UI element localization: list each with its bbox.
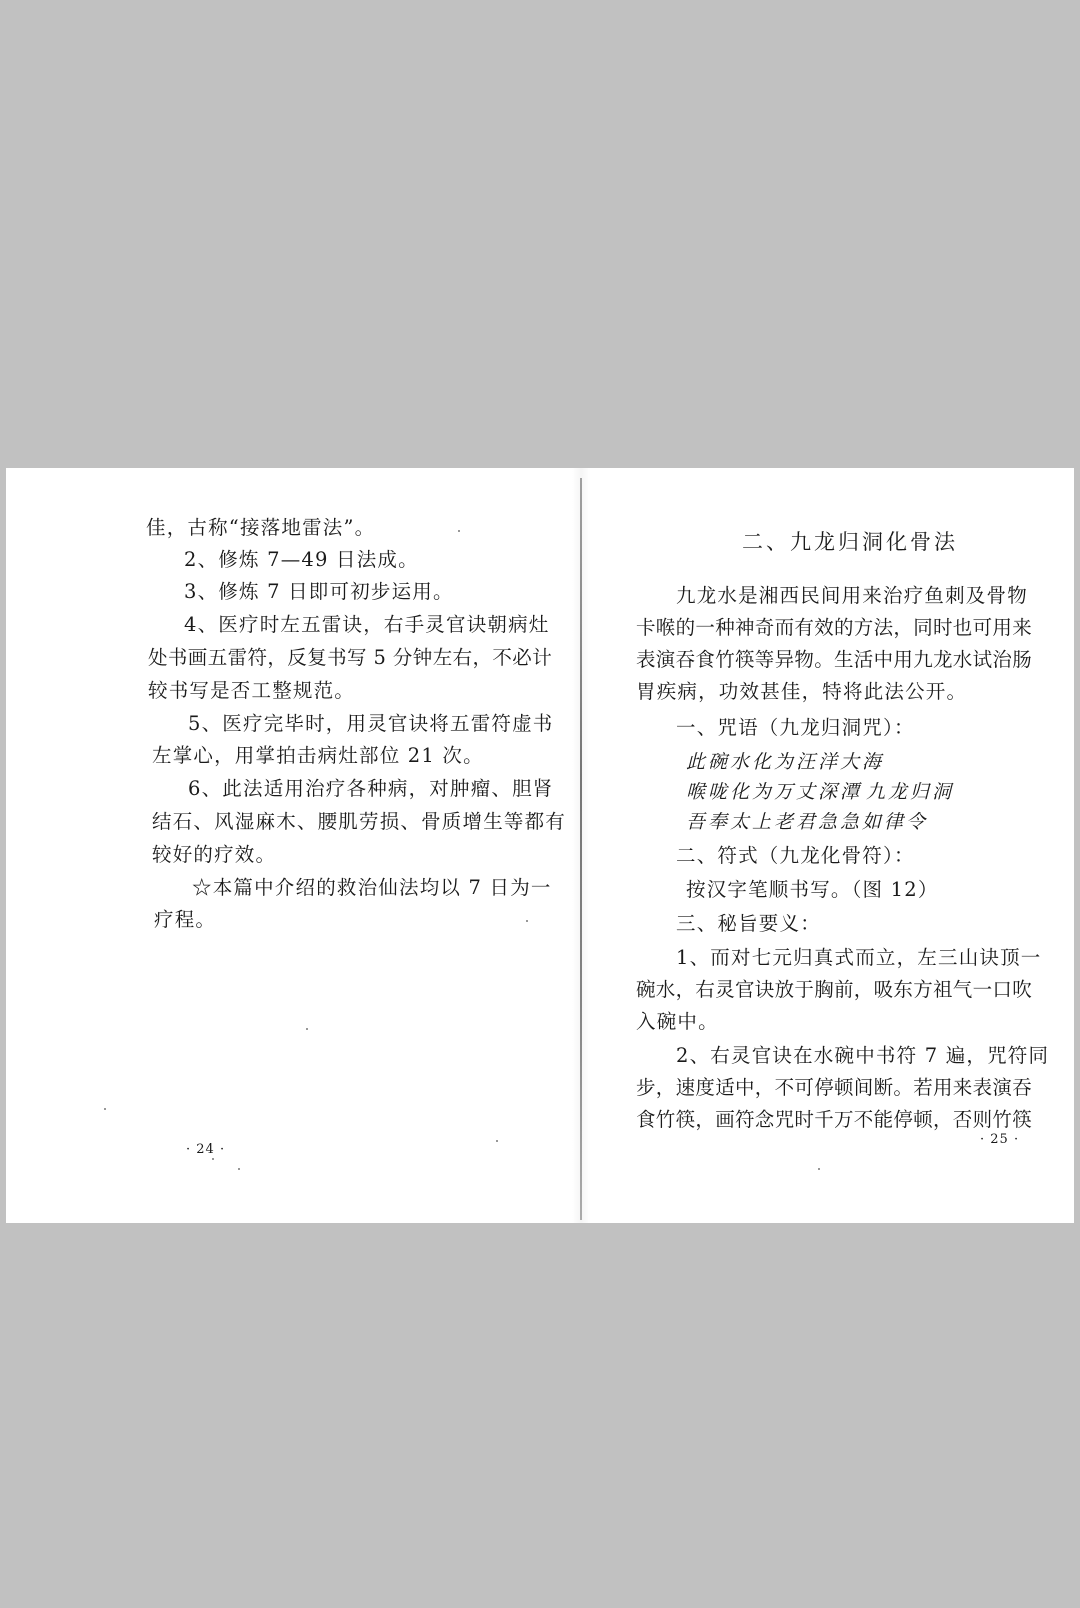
book-spine bbox=[580, 478, 582, 1220]
right-line-11: 入碗中。 bbox=[636, 1010, 719, 1033]
scan-speck bbox=[306, 1028, 308, 1030]
scan-speck bbox=[238, 1168, 240, 1170]
right-line-14: 食竹筷，画符念咒时千万不能停顿，否则竹筷 bbox=[636, 1108, 1033, 1131]
incantation-heading: 一、咒语（九龙归洞咒）： bbox=[676, 716, 915, 739]
scan-speck bbox=[104, 1108, 106, 1110]
right-line-4: 胃疾病，功效甚佳，特将此法公开。 bbox=[636, 680, 968, 703]
incantation-line-2: 喉咙化为万丈深潭 bbox=[686, 781, 863, 803]
right-page-number: · 25 · bbox=[980, 1132, 1020, 1147]
section-heading: 二、九龙归洞化骨法 bbox=[742, 530, 958, 554]
right-line-3: 表演吞食竹筷等异物。生活中用九龙水试治肠 bbox=[636, 648, 1033, 671]
right-line-9: 1、而对七元归真式而立，左三山诀顶一 bbox=[676, 946, 1042, 969]
left-line-10: 结石、风湿麻木、腰肌劳损、骨质增生等都有 bbox=[152, 810, 567, 833]
talisman-heading: 二、符式（九龙化骨符）： bbox=[676, 844, 915, 867]
talisman-instruction: 按汉字笔顺书写。（图 12） bbox=[686, 878, 939, 901]
left-line-1: 佳，古称“接落地雷法”。 bbox=[146, 516, 376, 539]
left-line-2: 2、修炼 7—49 日法成。 bbox=[184, 548, 419, 571]
incantation-line-1: 此碗水化为汪洋大海 bbox=[686, 751, 885, 773]
left-line-11: 较好的疗效。 bbox=[152, 843, 277, 866]
incantation-line-4: 吾奉太上老君急急如律令 bbox=[686, 811, 929, 833]
scan-speck bbox=[496, 1140, 498, 1142]
scan-speck bbox=[212, 1158, 214, 1160]
scan-speck bbox=[458, 530, 460, 532]
right-line-13: 步，速度适中，不可停顿间断。若用来表演吞 bbox=[636, 1076, 1033, 1099]
left-line-5: 处书画五雷符，反复书写 5 分钟左右，不必计 bbox=[148, 646, 553, 669]
left-line-8: 左掌心，用掌拍击病灶部位 21 次。 bbox=[152, 744, 484, 767]
right-line-1: 九龙水是湘西民间用来治疗鱼刺及骨物 bbox=[676, 584, 1028, 607]
left-page-number: · 24 · bbox=[186, 1142, 226, 1157]
scan-speck bbox=[526, 920, 528, 922]
left-line-4: 4、医疗时左五雷诀，右手灵官诀朝病灶 bbox=[184, 613, 550, 636]
left-line-9: 6、此法适用治疗各种病，对肿瘤、胆肾 bbox=[188, 777, 554, 800]
scanned-book-spread bbox=[6, 468, 1074, 1223]
left-line-13: 疗程。 bbox=[154, 908, 217, 931]
left-line-12: ☆本篇中介绍的救治仙法均以 7 日为一 bbox=[192, 876, 552, 899]
left-line-6: 较书写是否工整规范。 bbox=[148, 679, 356, 702]
left-line-7: 5、医疗完毕时，用灵官诀将五雷符虚书 bbox=[188, 712, 554, 735]
right-line-10: 碗水，右灵官诀放于胸前，吸东方祖气一口吹 bbox=[636, 978, 1033, 1001]
left-page bbox=[140, 468, 567, 1223]
left-line-3: 3、修炼 7 日即可初步运用。 bbox=[184, 580, 454, 603]
incantation-line-3: 九龙归洞 bbox=[866, 781, 955, 803]
right-page bbox=[636, 468, 1050, 1223]
scan-speck bbox=[818, 1168, 820, 1170]
right-line-12: 2、右灵官诀在水碗中书符 7 遍，咒符同 bbox=[676, 1044, 1050, 1067]
secrets-heading: 三、秘旨要义： bbox=[676, 912, 821, 935]
right-line-2: 卡喉的一种神奇而有效的方法，同时也可用来 bbox=[636, 616, 1033, 639]
